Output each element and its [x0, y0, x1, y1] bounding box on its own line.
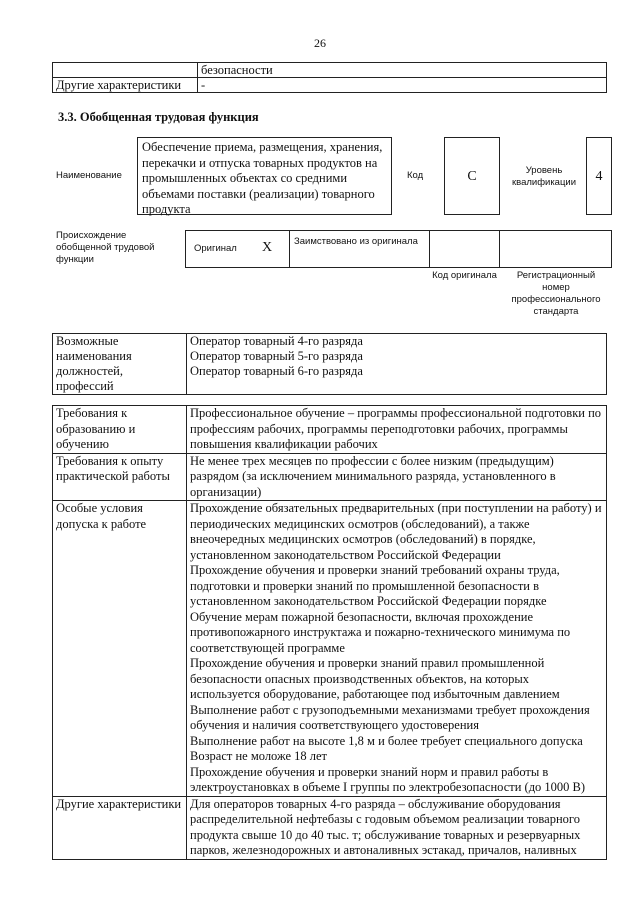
name-label: Наименование	[56, 170, 122, 181]
condition-item: Прохождение обучения и проверки знаний правил промышленной безопасности опасных производственных объектов, на которых используется оборудование, работающее под избыточным давлением	[190, 656, 560, 701]
code-original-caption: Код оригинала	[432, 270, 497, 281]
condition-item: Возраст не моложе 18 лет	[190, 749, 328, 763]
page-number: 26	[314, 36, 326, 50]
origin-divider-1	[289, 230, 290, 268]
condition-item: Прохождение обучения и проверки знаний норм и правил работы в электроустановках в объеме I группы по электробезопасности (до 1000 В)	[190, 764, 586, 794]
other-characteristics-value: Для операторов товарных 4-го разряда – обслуживание оборудования распределительной нефтебазы с годовым объемом реализации товарного продукта свыше 10 до 40 тыс. т; обслуживание товарных и резервуарных парков, железнодорожных и автоналивных эстакад, причалов, наливных	[187, 796, 607, 859]
experience-value: Не менее трех месяцев по профессии с более низким (предыдущим) разрядом (за исключением минимального разряда, установленного в организации)	[187, 453, 607, 501]
top-table-value-2: -	[198, 78, 607, 93]
top-table	[52, 62, 607, 93]
condition-item: Обучение мерам пожарной безопасности, включая прохождение противопожарного инструктажа и пожарно-технического минимума по соответствующей программе	[190, 609, 571, 655]
experience-label: Требования к опыту практической работы	[53, 453, 187, 501]
education-value: Профессиональное обучение – программы профессиональной подготовки по профессиям рабочих, программы переподготовки рабочих, программы повышения квалификации рабочих	[187, 406, 607, 454]
special-conditions-value	[187, 501, 607, 797]
education-label: Требования к образованию и обучению	[53, 406, 187, 454]
origin-label: Происхождение обобщенной трудовой функции	[56, 230, 155, 265]
condition-item: Прохождение обучения и проверки знаний требований охраны труда, подготовки и проверки знаний по промышленной безопасности в установленном законодательством Российской Федерации порядке	[190, 563, 560, 608]
special-conditions-label: Особые условия допуска к работе	[53, 501, 187, 797]
name-value: Обеспечение приема, размещения, хранения, перекачки и отпуска товарных продуктов на промышленных объектах со средними объемами поставки (реализации) товарного продукта	[137, 137, 392, 215]
level-label: Уровень квалификации	[511, 165, 577, 188]
positions-table	[52, 333, 607, 395]
code-value: C	[444, 137, 500, 215]
top-table-label-2: Другие характеристики	[53, 78, 198, 93]
position-item: Оператор товарный 4-го разряда	[190, 334, 363, 348]
borrowed-label: Заимствовано из оригинала	[294, 236, 418, 247]
condition-item: Выполнение работ на высоте 1,8 м и более требует специального допуска	[190, 733, 583, 748]
condition-item: Выполнение работ с грузоподъемными механизмами требует прохождения обучения и наличия соответствующего удостоверения	[190, 702, 590, 732]
section-title: 3.3. Обобщенная трудовая функция	[58, 110, 259, 124]
top-table-value-1: безопасности	[198, 63, 607, 78]
reg-number-caption: Регистрационный номер профессионального стандарта	[511, 270, 601, 317]
position-item: Оператор товарный 6-го разряда	[190, 364, 363, 378]
positions-label: Возможные наименования должностей, профессий	[53, 334, 187, 395]
top-table-label-1	[53, 63, 198, 78]
original-mark: X	[262, 240, 273, 255]
requirements-table	[52, 405, 607, 860]
code-label: Код	[407, 170, 424, 181]
condition-item: Прохождение обязательных предварительных (при поступлении на работу) и периодических медицинских осмотров (обследований), а также внеочередных медицинских осмотров (обследований) в порядке, установленном законодательством Российской Федерации	[190, 501, 602, 562]
positions-list	[187, 334, 607, 395]
original-label: Оригинал	[194, 243, 237, 254]
origin-divider-3	[499, 230, 500, 268]
position-item: Оператор товарный 5-го разряда	[190, 349, 363, 363]
level-value: 4	[586, 137, 612, 215]
other-characteristics-label: Другие характеристики	[53, 796, 187, 859]
origin-divider-2	[429, 230, 430, 268]
